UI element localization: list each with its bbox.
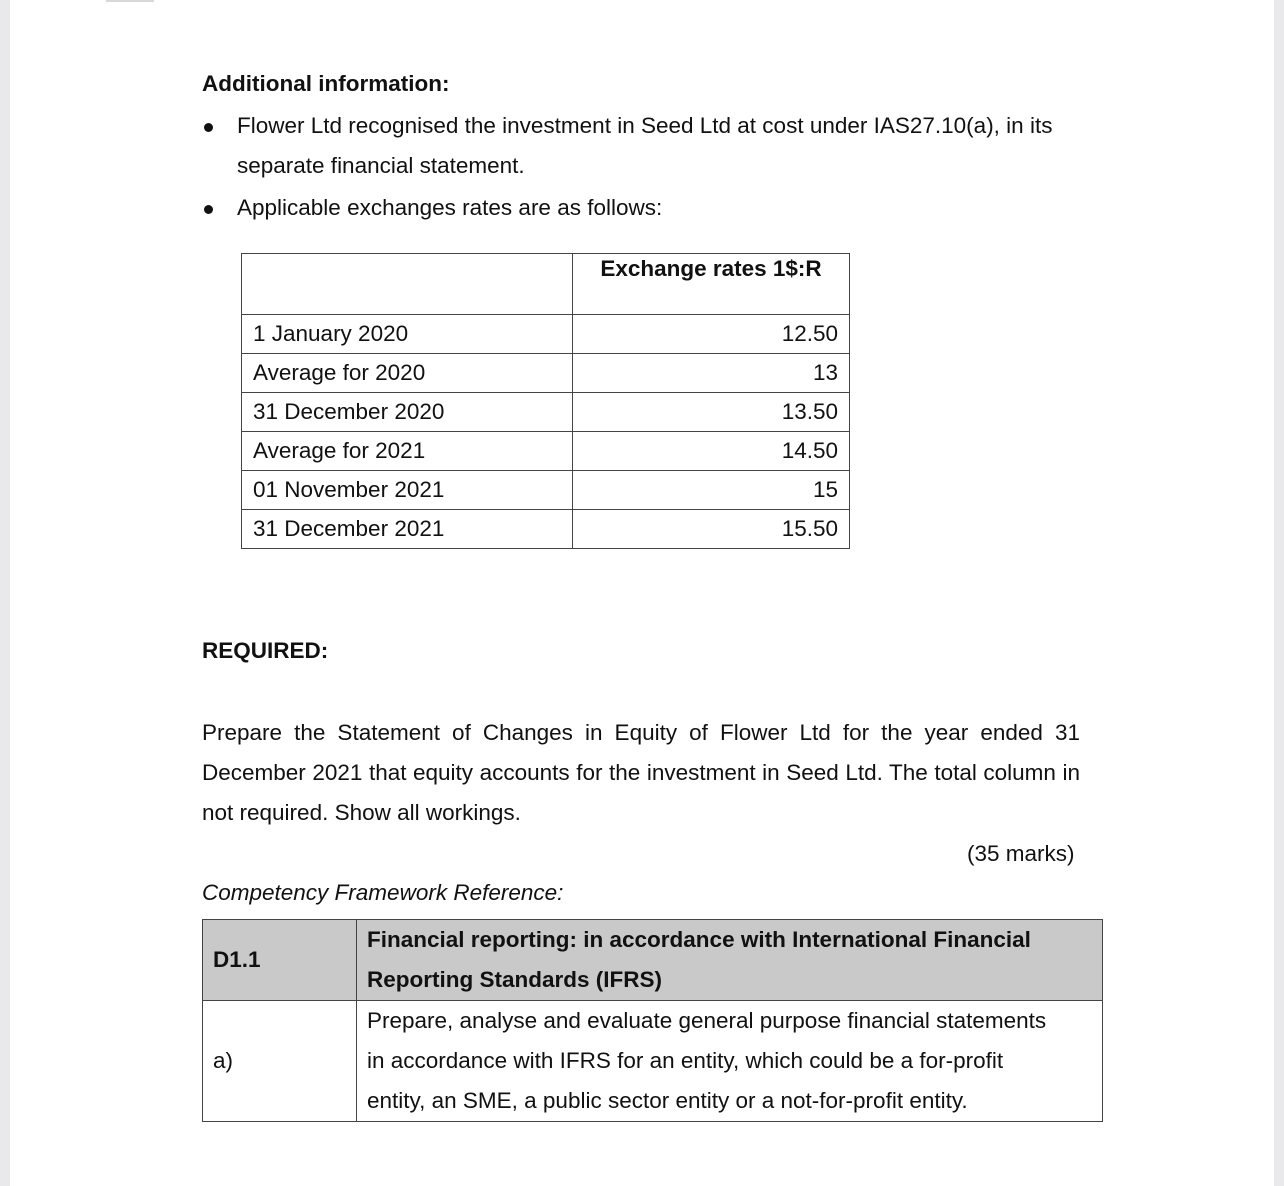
table-row — [242, 315, 850, 354]
table-row — [242, 354, 850, 393]
competency-heading-line2: Reporting Standards (IFRS) — [367, 967, 663, 992]
competency-title: Competency Framework Reference: — [202, 880, 564, 905]
rate-date: 01 November 2021 — [242, 471, 573, 510]
table-row — [242, 393, 850, 432]
document-page — [10, 0, 1274, 1186]
bullet-dot — [204, 205, 213, 214]
competency-desc-line1: Prepare, analyse and evaluate general purpose financial statements — [367, 1008, 1047, 1033]
competency-heading-line1: Financial reporting: in accordance with International Financial — [367, 927, 1031, 952]
additional-info-heading: Additional information: — [202, 71, 450, 96]
bullet1-line2: separate financial statement. — [237, 153, 525, 178]
rate-value: 14.50 — [573, 432, 850, 471]
required-heading: REQUIRED: — [202, 638, 329, 663]
table-header-row — [242, 254, 850, 315]
rate-value: 12.50 — [573, 315, 850, 354]
competency-code: D1.1 — [203, 920, 357, 1001]
exchange-rates-table — [241, 253, 850, 549]
rate-date: Average for 2021 — [242, 432, 573, 471]
competency-sub-code: a) — [203, 1001, 357, 1122]
table-header-rate: Exchange rates 1$:R — [573, 254, 850, 315]
competency-desc-line3: entity, an SME, a public sector entity or a not-for-profit entity. — [367, 1088, 968, 1113]
table-row — [242, 510, 850, 549]
rate-value: 13 — [573, 354, 850, 393]
rate-date: Average for 2020 — [242, 354, 573, 393]
table-header-empty-cell — [242, 254, 573, 315]
bullet-dot — [204, 123, 213, 132]
marks-label: (35 marks) — [967, 841, 1075, 866]
bullet1-line1: Flower Ltd recognised the investment in Seed Ltd at cost under IAS27.10(a), in its — [237, 113, 1053, 138]
rate-date: 31 December 2020 — [242, 393, 573, 432]
rate-value: 15.50 — [573, 510, 850, 549]
competency-desc-line2: in accordance with IFRS for an entity, which could be a for-profit — [367, 1048, 1004, 1073]
required-paragraph: Prepare the Statement of Changes in Equity of Flower Ltd for the year ended 31 December 2021 that equity accounts for the investment in Seed Ltd. The total column in not required. Show all workings. — [202, 720, 1080, 825]
rate-date: 1 January 2020 — [242, 315, 573, 354]
competency-heading-row — [203, 920, 1103, 1001]
competency-heading — [357, 920, 1103, 1001]
competency-table — [202, 919, 1103, 1122]
competency-desc-row — [203, 1001, 1103, 1122]
competency-description — [357, 1001, 1103, 1122]
table-row — [242, 471, 850, 510]
page-top-mark — [106, 0, 154, 2]
table-row — [242, 432, 850, 471]
rate-date: 31 December 2021 — [242, 510, 573, 549]
rate-value: 15 — [573, 471, 850, 510]
rate-value: 13.50 — [573, 393, 850, 432]
bullet2-text: Applicable exchanges rates are as follows: — [237, 195, 663, 220]
